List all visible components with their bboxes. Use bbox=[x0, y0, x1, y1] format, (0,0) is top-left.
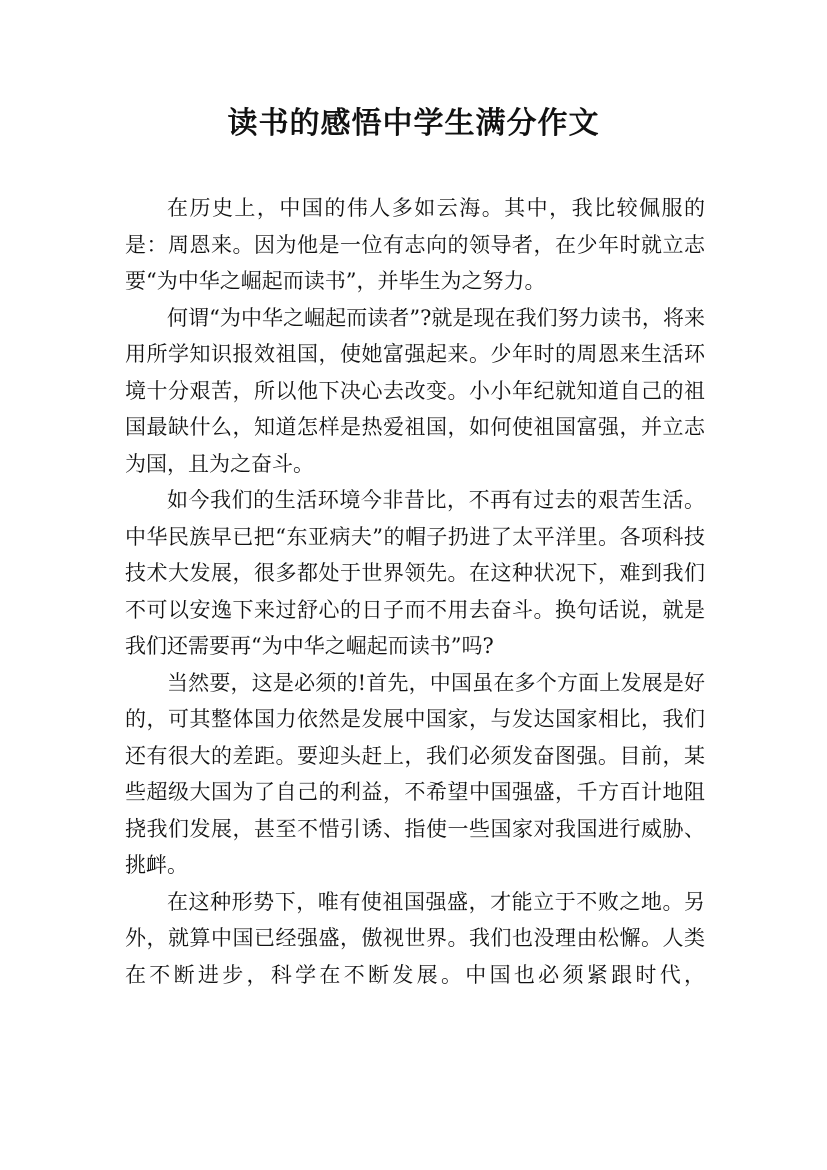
paragraph-2: 何谓“为中华之崛起而读者”?就是现在我们努力读书，将来用所学知识报效祖国，使她富强起来。少年时的周恩来生活环境十分艰苦，所以他下决心去改变。小小年纪就知道自己的祖国最缺什么，知道怎样是热爱祖国，如何使祖国富强，并立志为国，且为之奋斗。 bbox=[125, 305, 705, 476]
essay-body bbox=[125, 190, 705, 993]
paragraph-5: 在这种形势下，唯有使祖国强盛，才能立于不败之地。另外，就算中国已经强盛，傲视世界。我们也没理由松懈。人类在不断进步，科学在不断发展。中国也必须紧跟时代， bbox=[125, 889, 705, 987]
page-title: 读书的感悟中学生满分作文 bbox=[227, 106, 600, 141]
paragraph-4: 当然要，这是必须的!首先，中国虽在多个方面上发展是好的，可其整体国力依然是发展中国家，与发达国家相比，我们还有很大的差距。要迎头赶上，我们必须发奋图强。目前，某些超级大国为了自己的利益，不希望中国强盛，千方百计地阻挠我们发展，甚至不惜引诱、指使一些国家对我国进行威胁、挑衅。 bbox=[125, 670, 705, 877]
paragraph-1: 在历史上，中国的伟人多如云海。其中，我比较佩服的是：周恩来。因为他是一位有志向的领导者，在少年时就立志要“为中华之崛起而读书”，并毕生为之努力。 bbox=[125, 196, 705, 293]
paragraph-3: 如今我们的生活环境今非昔比，不再有过去的艰苦生活。中华民族早已把“东亚病夫”的帽子扔进了太平洋里。各项科技技术大发展，很多都处于世界领先。在这种状况下，难到我们不可以安逸下来过舒心的日子而不用去奋斗。换句话说，就是我们还需要再“为中华之崛起而读书”吗? bbox=[125, 488, 705, 658]
